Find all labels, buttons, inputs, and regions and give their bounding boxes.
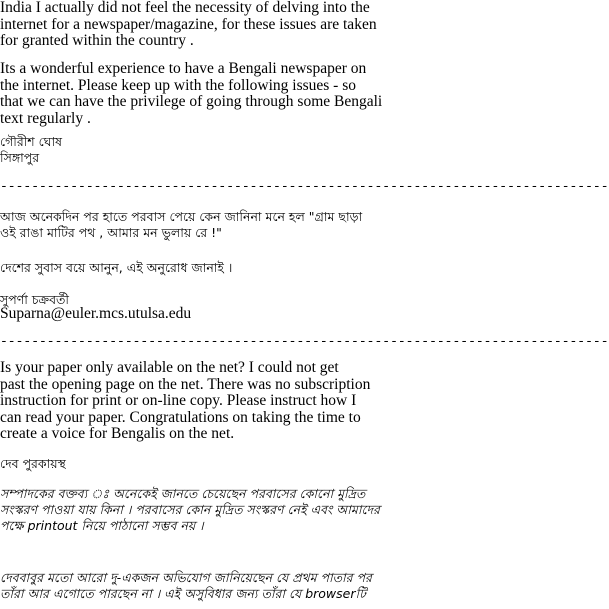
text-line: create a voice for Bengalis on the net. xyxy=(0,425,235,442)
text-line: সম্পাদকের বক্তব্য ঃ অনেকেই জানতে চেয়েছেন পরবাসের কোনো মুদ্রিত xyxy=(0,486,366,501)
letter1-signature xyxy=(0,134,62,166)
text-line: India I actually did not feel the necessity of delving into the xyxy=(0,0,370,16)
text-line: আজ অনেকদিন পর হাতে পরবাস পেয়ে কেন জানিনা মনে হল "গ্রাম ছাড়া xyxy=(0,209,363,224)
text-line: internet for a newspaper/magazine, for these issues are taken xyxy=(0,15,377,33)
signature-name: গৌরীশ ঘোষ xyxy=(0,134,62,149)
letter3-signature-name: দেব পুরকায়স্থ xyxy=(0,456,66,471)
text-line: the internet. Please keep up with the following issues - so xyxy=(0,76,357,94)
letter1-paragraph-2 xyxy=(0,61,382,127)
separator-line: ------------------------------------------------------------------------------ xyxy=(0,179,609,194)
text-line: instruction for print or on-line copy. Please instruct how I xyxy=(0,392,357,409)
letter2-paragraph-2 xyxy=(0,260,232,276)
text-line: that we can have the privilege of going through some Bengali xyxy=(0,93,383,110)
text-line: can read your paper. Congratulations on taking the time to xyxy=(0,408,361,426)
letter3-paragraph-1 xyxy=(0,360,370,443)
letter1-paragraph-1 xyxy=(0,0,377,50)
text-line: Is your paper only available on the net? I could not get xyxy=(0,359,339,376)
text-line: তাঁরা আর এগোতে পারছেন না । এই অসুবিধার জন্য তাঁরা যে browserটি xyxy=(0,586,366,601)
text-line: পক্ষে printout নিয়ে পাঠানো সম্ভব নয় । xyxy=(0,518,204,533)
text-line: text regularly . xyxy=(0,109,91,127)
letter2-paragraph-1 xyxy=(0,209,362,241)
separator-line: ------------------------------------------------------------------------------ xyxy=(0,334,609,349)
text-line: Its a wonderful experience to have a Bengali newspaper on xyxy=(0,60,367,77)
signature-place: সিঙ্গাপুর xyxy=(0,150,40,165)
text-line: সংস্করণ পাওয়া যায় কিনা । পরবাসের কোন মুদ্রিত সংস্করণ নেই এবং আমাদের xyxy=(0,502,380,517)
text-line: দেববাবুর মতো আরো দু-একজন অভিযোগ জানিয়েছেন যে প্রথম পাতার পর xyxy=(0,570,372,585)
letter2-signature-name: সুপর্ণা চক্রবর্তী xyxy=(0,292,70,307)
text-line: past the opening page on the net. There was no subscription xyxy=(0,375,371,393)
text-line: for granted within the country . xyxy=(0,32,194,49)
editor-reply-paragraph-1 xyxy=(0,486,380,534)
text-line: দেশের সুবাস বয়ে আনুন, এই অনুরোধ জানাই । xyxy=(0,260,233,275)
letter2-signature-email: Suparna@euler.mcs.utulsa.edu xyxy=(0,305,192,322)
text-line: ওই রাঙা মাটির পথ , আমার মন ভুলায় রে !" xyxy=(0,225,222,240)
editor-reply-paragraph-2 xyxy=(0,570,372,602)
